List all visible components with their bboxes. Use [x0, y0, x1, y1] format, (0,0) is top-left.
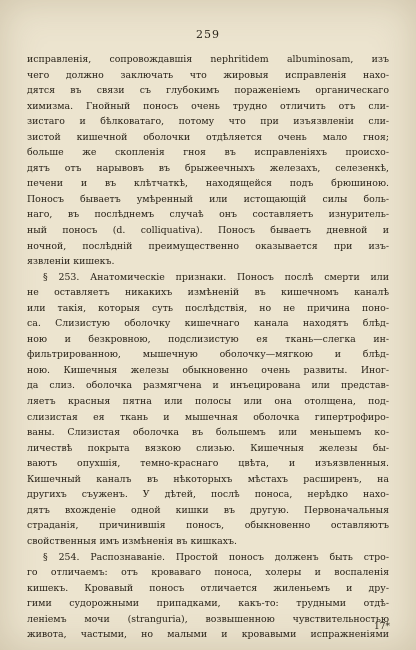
text-line: го отличаемъ: отъ кроваваго поноса, холеры и воспаленія	[27, 567, 389, 579]
text-line: живота, частыми, но малыми и кровавыми испражненіями	[27, 629, 389, 641]
text-line: не оставляетъ никакихъ измѣненій въ кишечномъ каналѣ	[27, 287, 389, 299]
text-line: дятся въ связи съ глубокимъ пораженіемъ органическаго	[27, 85, 389, 97]
text-line: дятъ отъ нарывовъ въ брыжеечныхъ железахъ, селезенкѣ,	[27, 162, 389, 174]
text-line: дятъ вхожденіе одной кишки въ другую. Первоначальныя	[27, 504, 389, 516]
text-line: печени и въ клѣтчаткѣ, находящейся подъ брюшиною.	[27, 178, 389, 190]
text-line: зистаго и бѣлковатаго, потому что при изъязвленіи сли-	[27, 116, 389, 128]
text-line: Поносъ бываетъ умѣренный или истощающій силы боль-	[27, 193, 389, 205]
text-line: ваютъ опухшія, темно-краснаго цвѣта, и изъязвленныя.	[27, 458, 389, 470]
text-line: химизма. Гнойный поносъ очень трудно отличить отъ сли-	[27, 100, 389, 112]
text-line: другихъ съуженъ. У дѣтей, послѣ поноса, нерѣдко нахо-	[27, 489, 389, 501]
text-line: кишекъ. Кровавый поносъ отличается жиленьемъ и дру-	[27, 582, 389, 594]
text-line: наго, въ послѣднемъ случаѣ онъ составляетъ изнуритель-	[27, 209, 389, 221]
text-line: ною и безкровною, подслизистую ея ткань—слегка ин-	[27, 333, 389, 345]
text-line: личествѣ покрыта вязкою слизью. Кишечныя железы бы-	[27, 442, 389, 454]
text-line: чего должно заключать что жировыя исправленія нахо-	[27, 69, 389, 81]
text-line: Кишечный каналъ въ нѣкоторыхъ мѣстахъ расширенъ, на	[27, 473, 389, 485]
page-number: 259	[196, 28, 220, 41]
text-line: леніемъ мочи (stranguria), возвышенною чувствительностью	[27, 613, 389, 625]
text-line: да слиз. оболочка размягчена и инъецирована или представ-	[27, 380, 389, 392]
text-line: ляетъ красныя пятна или полосы или она отолщена, под-	[27, 396, 389, 408]
text-line: ночной, послѣдній преимущественно оказывается при изъ-	[27, 240, 389, 252]
text-line: ною. Кишечныя железы обыкновенно очень развиты. Иног-	[27, 364, 389, 376]
text-line: слизистая ея ткань и мышечная оболочка гипертрофиро-	[27, 411, 389, 423]
text-line: § 254. Распознаваніе. Простой поносъ долженъ быть стро-	[43, 551, 389, 563]
text-line: ваны. Слизистая оболочка въ большемъ или меньшемъ ко-	[27, 427, 389, 439]
text-line: зистой кишечной оболочки отдѣляется очень мало гноя;	[27, 131, 389, 143]
text-line: фильтрированною, мышечную оболочку—мягкою и блѣд-	[27, 349, 389, 361]
text-line: больше же скопленія гноя въ исправленіяхъ происхо-	[27, 147, 389, 159]
text-line: страданія, причинившія поносъ, обыкновенно оставляютъ	[27, 520, 389, 532]
text-line: язвленіи кишекъ.	[27, 256, 115, 268]
text-line: са. Слизистую оболочку кишечнаго канала находятъ блѣд-	[27, 318, 389, 330]
body-text	[27, 52, 389, 643]
text-line: § 253. Анатомическіе признаки. Поносъ послѣ смерти или	[43, 271, 389, 283]
text-line: ный поносъ (d. colliquativa). Поносъ бываетъ дневной и	[27, 225, 389, 237]
text-line: свойственныя имъ измѣненія въ кишкахъ.	[27, 535, 237, 547]
text-line: исправленія, сопровождавшія nephritidem albuminosam, изъ	[27, 54, 389, 65]
text-line: или такія, которыя суть послѣдствія, но не причина поно-	[27, 302, 389, 314]
signature-mark: 17*	[374, 622, 390, 632]
text-line: гими судорожными припадками, какъ-то: трудными отдѣ-	[27, 598, 389, 610]
